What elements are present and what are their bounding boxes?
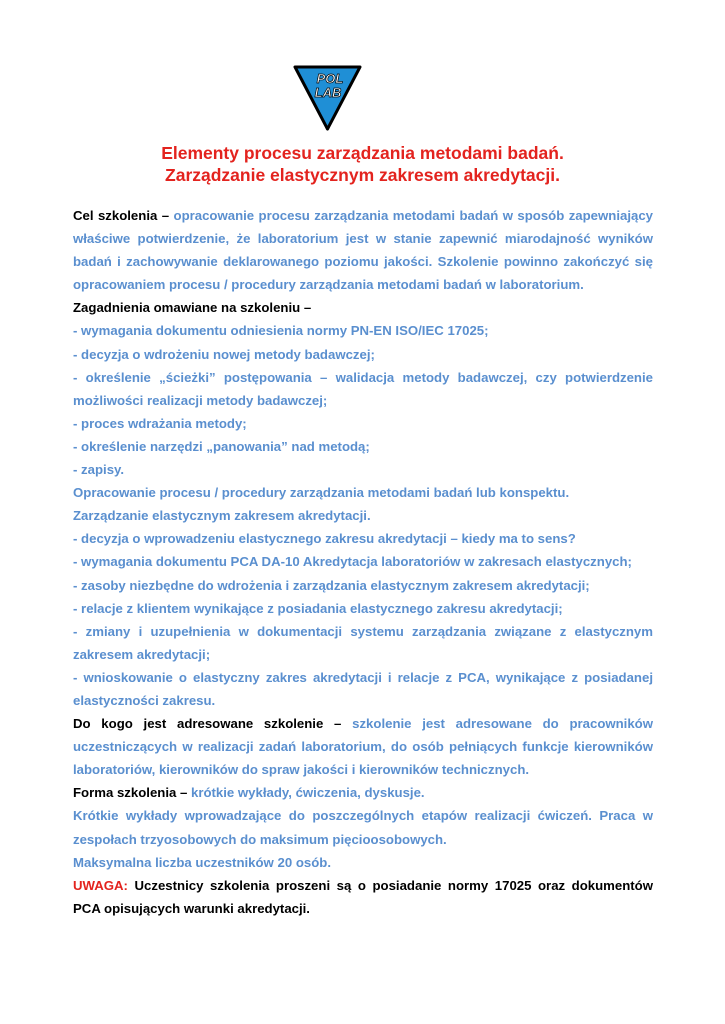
list-item: - zmiany i uzupełnienia w dokumentacji systemu zarządzania związane z elastycznym zakresem akredytacji; xyxy=(73,623,653,662)
zagadnienia-label: Zagadnienia omawiane na szkoleniu – xyxy=(73,300,312,316)
elastyczny-heading: Zarządzanie elastycznym zakresem akredytacji. xyxy=(73,508,371,524)
list-item: - relacje z klientem wynikające z posiadania elastycznego zakresu akredytacji; xyxy=(73,600,563,616)
list-item: - decyzja o wprowadzeniu elastycznego zakresu akredytacji – kiedy ma to sens? xyxy=(73,531,576,547)
list-item: - wnioskowanie o elastyczny zakres akredytacji i relacje z PCA, wynikające z posiadanej elastyczności zakresu. xyxy=(73,669,653,708)
list-item: - zasoby niezbędne do wdrożenia i zarządzania elastycznym zakresem akredytacji; xyxy=(73,577,590,593)
forma-text: krótkie wykłady, ćwiczenia, dyskusje. xyxy=(191,785,425,801)
list-item: - zapisy. xyxy=(73,462,125,478)
logo-text-pol: POL xyxy=(316,71,344,86)
list-item: - wymagania dokumentu odniesienia normy PN-EN ISO/IEC 17025; xyxy=(73,323,489,339)
opracowanie-text: Opracowanie procesu / procedury zarządzania metodami badań lub konspektu. xyxy=(73,485,570,501)
uwaga-paragraph xyxy=(73,874,653,920)
logo-text-lab: LAB xyxy=(314,85,342,100)
uwaga-label: UWAGA: xyxy=(73,877,128,893)
adresowane-paragraph xyxy=(73,712,653,781)
uwaga-text: Uczestnicy szkolenia proszeni są o posiadanie normy 17025 oraz dokumentów PCA opisujących warunki akredytacji. xyxy=(73,877,653,916)
cel-paragraph xyxy=(73,204,653,296)
list-item: - określenie „ścieżki” postępowania – walidacja metody badawczej, czy potwierdzenie możliwości realizacji metody badawczej; xyxy=(73,369,653,408)
cel-text: opracowanie procesu zarządzania metodami badań w sposób zapewniający właściwe potwierdzenie, że laboratorium jest w stanie zapewnić miarodajność wyników badań i zachowywanie deklarowanego poziomu jakości. Szkolenie powinno zakończyć się opracowaniem procesu / procedury zarządzania metodami badań w laboratorium. xyxy=(73,208,653,293)
adresowane-text: szkolenie jest adresowane do pracowników uczestniczących w realizacji zadań laboratorium, do osób pełniących funkcje kierowników laboratoriów, kierowników do spraw jakości i kierowników technicznych. xyxy=(73,716,653,778)
list-item: - decyzja o wdrożeniu nowej metody badawczej; xyxy=(73,346,375,362)
forma-paragraph xyxy=(73,781,653,804)
adresowane-label: Do kogo jest adresowane szkolenie xyxy=(73,716,324,732)
title-line-2: Zarządzanie elastycznym zakresem akredytacji. xyxy=(165,165,560,185)
title-line-1: Elementy procesu zarządzania metodami badań. xyxy=(161,143,564,163)
cel-label: Cel szkolenia – xyxy=(73,208,170,223)
forma-label: Forma szkolenia – xyxy=(73,785,188,801)
list-item: - wymagania dokumentu PCA DA-10 Akredytacja laboratoriów w zakresach elastycznych; xyxy=(73,554,632,570)
list-item: - proces wdrażania metody; xyxy=(73,415,247,431)
document-body xyxy=(73,204,653,920)
wyklady-text: Krótkie wykłady wprowadzające do poszczególnych etapów realizacji ćwiczeń. Praca w zespołach trzyosobowych do maksimum pięcioosobowych. xyxy=(73,808,653,847)
max-participants-text: Maksymalna liczba uczestników 20 osób. xyxy=(73,854,331,870)
list-item: - określenie narzędzi „panowania” nad metodą; xyxy=(73,438,370,454)
adresowane-dash: – xyxy=(334,716,342,732)
pollab-logo xyxy=(292,64,363,132)
